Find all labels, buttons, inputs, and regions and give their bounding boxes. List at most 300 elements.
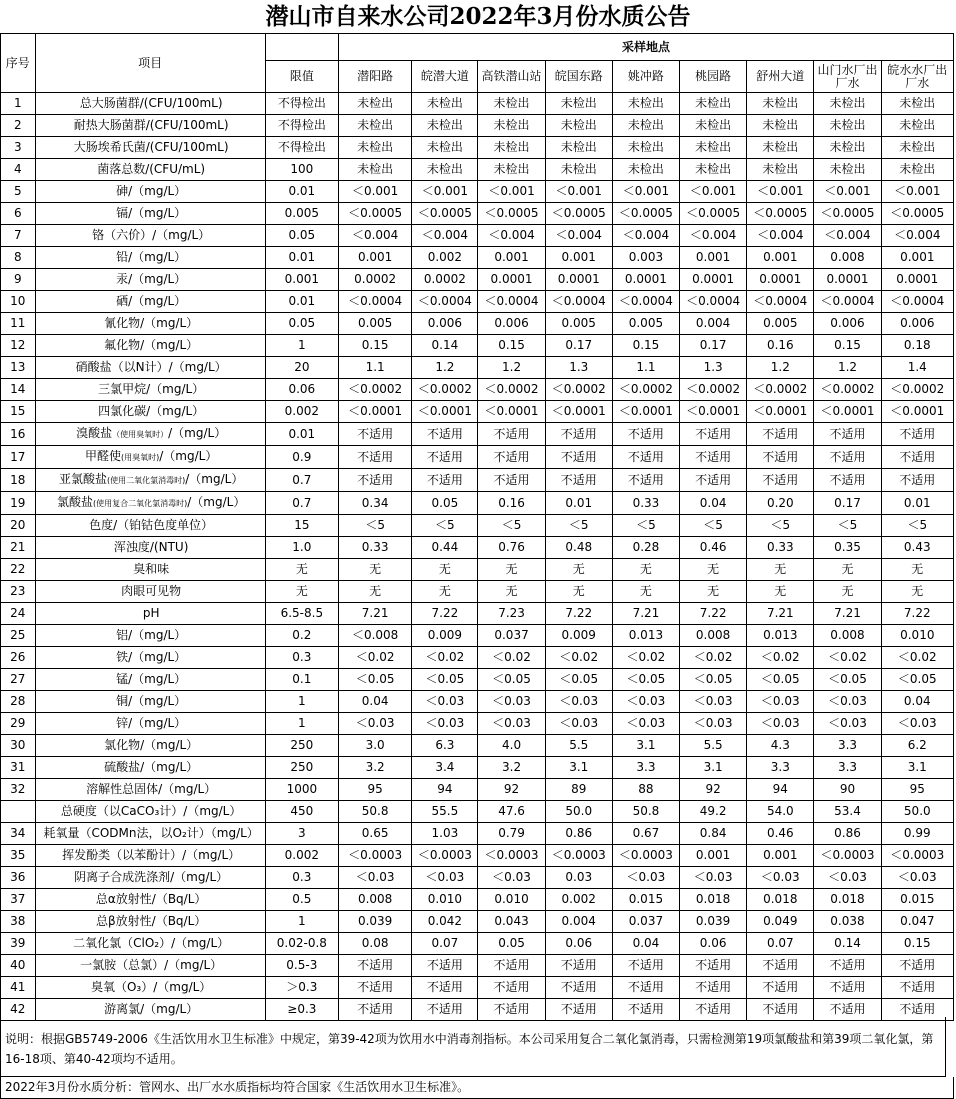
row-value: 0.0001 (680, 269, 747, 291)
row-value: ＜0.001 (478, 181, 545, 203)
row-number: 29 (1, 713, 36, 735)
item-label: 总α放射性/（Bq/L） (95, 892, 207, 906)
row-value: 无 (545, 581, 612, 603)
row-value: 0.037 (478, 625, 545, 647)
row-value: 0.48 (545, 537, 612, 559)
row-value: 1.3 (545, 357, 612, 379)
row-value: 7.22 (545, 603, 612, 625)
row-value: 1.3 (680, 357, 747, 379)
row-limit: 0.01 (265, 423, 338, 446)
row-value: 不适用 (747, 423, 814, 446)
row-value: ＜0.0005 (338, 203, 411, 225)
row-value: 不适用 (545, 469, 612, 492)
row-value: 0.039 (338, 911, 411, 933)
item-qualifier: (用臭氧时) (120, 453, 160, 462)
row-value: 0.010 (881, 625, 953, 647)
table-row (1, 977, 954, 999)
row-value: 0.009 (545, 625, 612, 647)
row-value: 无 (747, 581, 814, 603)
row-value: ＜0.05 (747, 669, 814, 691)
row-value: 7.22 (881, 603, 953, 625)
item-label: 肉眼可见物 (121, 584, 182, 598)
row-number: 5 (1, 181, 36, 203)
row-value: 0.34 (338, 492, 411, 515)
row-value: 53.4 (814, 801, 881, 823)
row-value: 不适用 (338, 977, 411, 999)
row-value: 0.004 (545, 911, 612, 933)
row-value: 未检出 (478, 115, 545, 137)
row-value: ＜0.02 (545, 647, 612, 669)
row-value: ＜0.0004 (680, 291, 747, 313)
row-value: 不适用 (612, 999, 679, 1021)
row-value: 0.15 (814, 335, 881, 357)
row-value: 不适用 (412, 977, 478, 999)
row-value: ＜0.0001 (814, 401, 881, 423)
row-value: 0.07 (747, 933, 814, 955)
row-value: 1.1 (338, 357, 411, 379)
row-value: ＜0.0005 (680, 203, 747, 225)
row-value: 1.03 (412, 823, 478, 845)
row-value: 49.2 (680, 801, 747, 823)
row-value: ＜5 (612, 515, 679, 537)
row-item (35, 559, 265, 581)
row-value: ＜0.0002 (747, 379, 814, 401)
table-row (1, 115, 954, 137)
row-value: 未检出 (814, 137, 881, 159)
row-value: 0.84 (680, 823, 747, 845)
row-value: 0.004 (680, 313, 747, 335)
row-value: 3.4 (412, 757, 478, 779)
item-label: 溶解性总固体/（mg/L） (86, 782, 217, 796)
row-value: 未检出 (747, 137, 814, 159)
row-value: 5.5 (545, 735, 612, 757)
row-value: 未检出 (412, 93, 478, 115)
row-number: 14 (1, 379, 36, 401)
row-value: 95 (338, 779, 411, 801)
row-value: ＜0.0001 (478, 401, 545, 423)
row-value: ＜5 (680, 515, 747, 537)
row-number: 12 (1, 335, 36, 357)
row-value: ＜0.03 (747, 691, 814, 713)
row-item (35, 691, 265, 713)
row-item (35, 515, 265, 537)
table-row (1, 515, 954, 537)
row-value: 不适用 (680, 999, 747, 1021)
row-value: 0.35 (814, 537, 881, 559)
row-value: 92 (680, 779, 747, 801)
row-number: 27 (1, 669, 36, 691)
row-value: ＜0.0004 (612, 291, 679, 313)
row-value: 未检出 (545, 137, 612, 159)
row-item (35, 137, 265, 159)
row-limit: 0.7 (265, 469, 338, 492)
header-item: 项目 (35, 34, 265, 93)
row-value: 不适用 (814, 423, 881, 446)
row-value: 0.06 (680, 933, 747, 955)
row-value: ＜0.03 (338, 867, 411, 889)
row-value: 0.33 (612, 492, 679, 515)
row-value: 0.01 (545, 492, 612, 515)
row-value: 0.018 (814, 889, 881, 911)
row-value: 0.76 (478, 537, 545, 559)
row-item (35, 423, 265, 446)
table-row (1, 691, 954, 713)
row-value: ＜0.004 (747, 225, 814, 247)
item-label: 阴离子合成洗涤剂/（mg/L） (74, 870, 229, 884)
row-value: 无 (545, 559, 612, 581)
item-unit: /（mg/L） (168, 426, 227, 440)
row-value: 无 (814, 559, 881, 581)
item-label: 总大肠菌群/(CFU/100mL) (79, 96, 223, 110)
row-value: 未检出 (612, 93, 679, 115)
row-limit: 1 (265, 335, 338, 357)
row-value: 0.17 (680, 335, 747, 357)
row-value: 无 (881, 559, 953, 581)
table-row (1, 313, 954, 335)
row-value: 4.0 (478, 735, 545, 757)
row-value: 0.03 (545, 867, 612, 889)
row-value: 0.0001 (747, 269, 814, 291)
item-label: 氰化物/（mg/L） (104, 316, 199, 330)
row-value: 未检出 (338, 137, 411, 159)
row-value: 0.99 (881, 823, 953, 845)
row-value: ＜0.03 (412, 867, 478, 889)
row-value: 未检出 (478, 137, 545, 159)
row-value: ＜0.0005 (478, 203, 545, 225)
row-item (35, 669, 265, 691)
header-site: 皖水水厂出厂水 (881, 61, 953, 93)
row-value: ＜0.0002 (545, 379, 612, 401)
row-value: 0.17 (545, 335, 612, 357)
row-value: ＜0.02 (412, 647, 478, 669)
water-quality-table (0, 33, 954, 1021)
item-unit: /（mg/L） (185, 472, 244, 486)
row-value: ＜0.0003 (881, 845, 953, 867)
row-value: ＜0.001 (545, 181, 612, 203)
item-qualifier: （使用臭氧时） (112, 430, 169, 439)
row-value: 0.010 (478, 889, 545, 911)
row-item (35, 93, 265, 115)
row-value: 不适用 (680, 955, 747, 977)
row-item (35, 911, 265, 933)
row-value: ＜0.0001 (881, 401, 953, 423)
row-item (35, 115, 265, 137)
row-value: 未检出 (881, 137, 953, 159)
row-number: 22 (1, 559, 36, 581)
row-value: 未检出 (412, 137, 478, 159)
row-value: 不适用 (545, 977, 612, 999)
row-limit: 0.05 (265, 225, 338, 247)
table-row (1, 203, 954, 225)
row-item (35, 779, 265, 801)
row-value: 0.33 (338, 537, 411, 559)
row-value: 未检出 (814, 115, 881, 137)
row-value: 0.043 (478, 911, 545, 933)
row-value: 0.001 (747, 845, 814, 867)
row-value: 88 (612, 779, 679, 801)
row-value: 0.16 (478, 492, 545, 515)
row-limit: 6.5-8.5 (265, 603, 338, 625)
row-value: 0.05 (412, 492, 478, 515)
row-value: 未检出 (680, 115, 747, 137)
row-value: 不适用 (412, 423, 478, 446)
item-unit: /（mg/L） (187, 495, 246, 509)
row-value: 0.038 (814, 911, 881, 933)
item-label: 铁/（mg/L） (116, 650, 187, 664)
row-value: 0.001 (478, 247, 545, 269)
row-value: 0.43 (881, 537, 953, 559)
row-limit: 0.002 (265, 401, 338, 423)
item-label: 臭和味 (133, 562, 170, 576)
row-value: 不适用 (814, 446, 881, 469)
row-value: 不适用 (478, 469, 545, 492)
row-value: ＜0.0005 (612, 203, 679, 225)
row-limit: 0.02-0.8 (265, 933, 338, 955)
item-label: 游离氯/（mg/L） (104, 1002, 199, 1016)
row-limit: 0.01 (265, 181, 338, 203)
row-value: 未检出 (545, 115, 612, 137)
row-value: 不适用 (612, 446, 679, 469)
row-value: 无 (338, 581, 411, 603)
row-value: 0.002 (412, 247, 478, 269)
row-value: 未检出 (881, 115, 953, 137)
row-item (35, 955, 265, 977)
row-value: ＜0.02 (680, 647, 747, 669)
row-value: 5.5 (680, 735, 747, 757)
row-value: 无 (814, 581, 881, 603)
row-value: 未检出 (338, 93, 411, 115)
item-label: 汞/（mg/L） (116, 272, 187, 286)
item-label: pH (142, 606, 160, 620)
row-value: 4.3 (747, 735, 814, 757)
row-value: 0.001 (747, 247, 814, 269)
row-value: 6.3 (412, 735, 478, 757)
table-row (1, 889, 954, 911)
row-item (35, 269, 265, 291)
row-value: 不适用 (612, 469, 679, 492)
row-value: ＜0.0002 (881, 379, 953, 401)
row-value: ＜0.03 (338, 713, 411, 735)
row-value: 0.04 (612, 933, 679, 955)
row-value: 不适用 (881, 423, 953, 446)
row-value: 1.2 (478, 357, 545, 379)
row-value: ＜0.004 (478, 225, 545, 247)
row-value: 不适用 (680, 423, 747, 446)
row-value: 无 (412, 581, 478, 603)
row-limit: 20 (265, 357, 338, 379)
row-value: 不适用 (747, 469, 814, 492)
row-value: 3.3 (747, 757, 814, 779)
row-value: 1.4 (881, 357, 953, 379)
row-limit: 0.5 (265, 889, 338, 911)
table-row (1, 735, 954, 757)
row-value: ＜0.05 (478, 669, 545, 691)
row-value: 0.20 (747, 492, 814, 515)
row-value: 无 (412, 559, 478, 581)
row-item (35, 401, 265, 423)
row-limit: 无 (265, 559, 338, 581)
row-value: 0.008 (680, 625, 747, 647)
row-value: 0.049 (747, 911, 814, 933)
item-label: 氯酸盐 (56, 495, 93, 509)
row-value: 未检出 (412, 115, 478, 137)
row-value: 0.001 (545, 247, 612, 269)
row-value: ＜0.004 (881, 225, 953, 247)
row-value: ＜0.03 (478, 867, 545, 889)
table-row (1, 225, 954, 247)
table-row (1, 357, 954, 379)
row-value: 0.07 (412, 933, 478, 955)
table-row (1, 291, 954, 313)
row-number: 28 (1, 691, 36, 713)
row-value: 0.01 (881, 492, 953, 515)
row-value: 0.013 (747, 625, 814, 647)
note-text: 说明：根据GB5749-2006《生活饮用水卫生标准》中规定，第39-42项为饮用水中消毒剂指标。本公司采用复合二氧化氯消毒，只需检测第19项氯酸盐和第39项二氧化氯，第16-18项、第40-42项均不适用。 (0, 1017, 946, 1077)
row-item (35, 181, 265, 203)
row-limit: 0.05 (265, 313, 338, 335)
row-value: 无 (478, 559, 545, 581)
row-value: ＜0.05 (814, 669, 881, 691)
row-limit: ≥0.3 (265, 999, 338, 1021)
item-label: 硝酸盐（以N计）/（mg/L） (75, 360, 227, 374)
item-label: 锌/（mg/L） (116, 716, 187, 730)
row-value: 0.001 (680, 247, 747, 269)
row-value: ＜5 (814, 515, 881, 537)
row-value: 0.67 (612, 823, 679, 845)
row-value: ＜0.0004 (747, 291, 814, 313)
table-row (1, 247, 954, 269)
table-row (1, 625, 954, 647)
row-value: 不适用 (545, 955, 612, 977)
row-value: ＜0.008 (338, 625, 411, 647)
row-value: 未检出 (338, 159, 411, 181)
row-item (35, 867, 265, 889)
row-item (35, 713, 265, 735)
row-value: ＜0.0005 (545, 203, 612, 225)
row-value: ＜0.0002 (680, 379, 747, 401)
item-label: 砷/（mg/L） (116, 184, 187, 198)
row-limit: 0.2 (265, 625, 338, 647)
row-value: 不适用 (881, 999, 953, 1021)
row-value: 0.009 (412, 625, 478, 647)
row-item (35, 889, 265, 911)
row-limit: 0.001 (265, 269, 338, 291)
row-value: 0.037 (612, 911, 679, 933)
row-value: 未检出 (338, 115, 411, 137)
header-site: 皖国东路 (545, 61, 612, 93)
row-value: ＜0.03 (680, 713, 747, 735)
row-value: ＜0.0001 (612, 401, 679, 423)
row-item (35, 313, 265, 335)
row-value: 不适用 (680, 446, 747, 469)
row-limit: 100 (265, 159, 338, 181)
row-value: 0.006 (881, 313, 953, 335)
row-number: 6 (1, 203, 36, 225)
row-value: 不适用 (338, 423, 411, 446)
row-value: ＜0.001 (814, 181, 881, 203)
row-value: 3.1 (612, 735, 679, 757)
row-value: ＜0.0002 (412, 379, 478, 401)
row-value: 不适用 (545, 423, 612, 446)
item-label: 大肠埃希氏菌/(CFU/100mL) (73, 140, 229, 154)
row-value: ＜0.0004 (881, 291, 953, 313)
item-label: 浑浊度/(NTU) (113, 540, 189, 554)
row-value: ＜0.05 (680, 669, 747, 691)
row-value: 0.005 (747, 313, 814, 335)
table-row (1, 823, 954, 845)
row-limit: 0.06 (265, 379, 338, 401)
row-number: 23 (1, 581, 36, 603)
row-value: 无 (478, 581, 545, 603)
row-value: 不适用 (478, 423, 545, 446)
row-value: 0.018 (680, 889, 747, 911)
table-row (1, 867, 954, 889)
row-limit: 1 (265, 713, 338, 735)
row-value: 未检出 (680, 93, 747, 115)
row-limit: 15 (265, 515, 338, 537)
row-value: 54.0 (747, 801, 814, 823)
row-value: 不适用 (881, 955, 953, 977)
row-limit: 0.3 (265, 647, 338, 669)
row-value: 0.015 (881, 889, 953, 911)
row-value: ＜0.03 (747, 867, 814, 889)
row-value: ＜0.03 (814, 867, 881, 889)
row-value: 0.006 (478, 313, 545, 335)
table-row (1, 955, 954, 977)
row-value: 0.44 (412, 537, 478, 559)
row-value: 0.14 (814, 933, 881, 955)
row-value: ＜0.001 (680, 181, 747, 203)
row-limit: 250 (265, 757, 338, 779)
row-limit: 0.5-3 (265, 955, 338, 977)
table-row (1, 446, 954, 469)
table-row (1, 137, 954, 159)
row-value: 未检出 (545, 159, 612, 181)
row-item (35, 537, 265, 559)
row-value: ＜0.05 (338, 669, 411, 691)
row-value: ＜0.03 (680, 691, 747, 713)
table-row (1, 801, 954, 823)
row-value: ＜0.03 (747, 713, 814, 735)
row-value: 不适用 (612, 423, 679, 446)
header-site: 舒州大道 (747, 61, 814, 93)
item-label: 三氯甲烷/（mg/L） (98, 382, 205, 396)
row-value: 无 (680, 581, 747, 603)
row-value: ＜5 (747, 515, 814, 537)
row-value: 不适用 (412, 446, 478, 469)
table-row (1, 933, 954, 955)
row-value: 不适用 (747, 977, 814, 999)
row-limit: 1 (265, 911, 338, 933)
row-number: 19 (1, 492, 36, 515)
row-value: 0.0001 (478, 269, 545, 291)
row-value: 不适用 (338, 446, 411, 469)
row-value: ＜0.02 (881, 647, 953, 669)
row-limit: 不得检出 (265, 115, 338, 137)
row-value: 0.86 (814, 823, 881, 845)
row-item (35, 581, 265, 603)
row-item (35, 823, 265, 845)
row-value: ＜0.004 (680, 225, 747, 247)
row-value: ＜5 (881, 515, 953, 537)
row-number: 11 (1, 313, 36, 335)
row-value: 未检出 (612, 137, 679, 159)
row-value: 未检出 (545, 93, 612, 115)
row-value: 0.006 (814, 313, 881, 335)
row-value: 95 (881, 779, 953, 801)
row-number: 7 (1, 225, 36, 247)
row-value: 0.65 (338, 823, 411, 845)
